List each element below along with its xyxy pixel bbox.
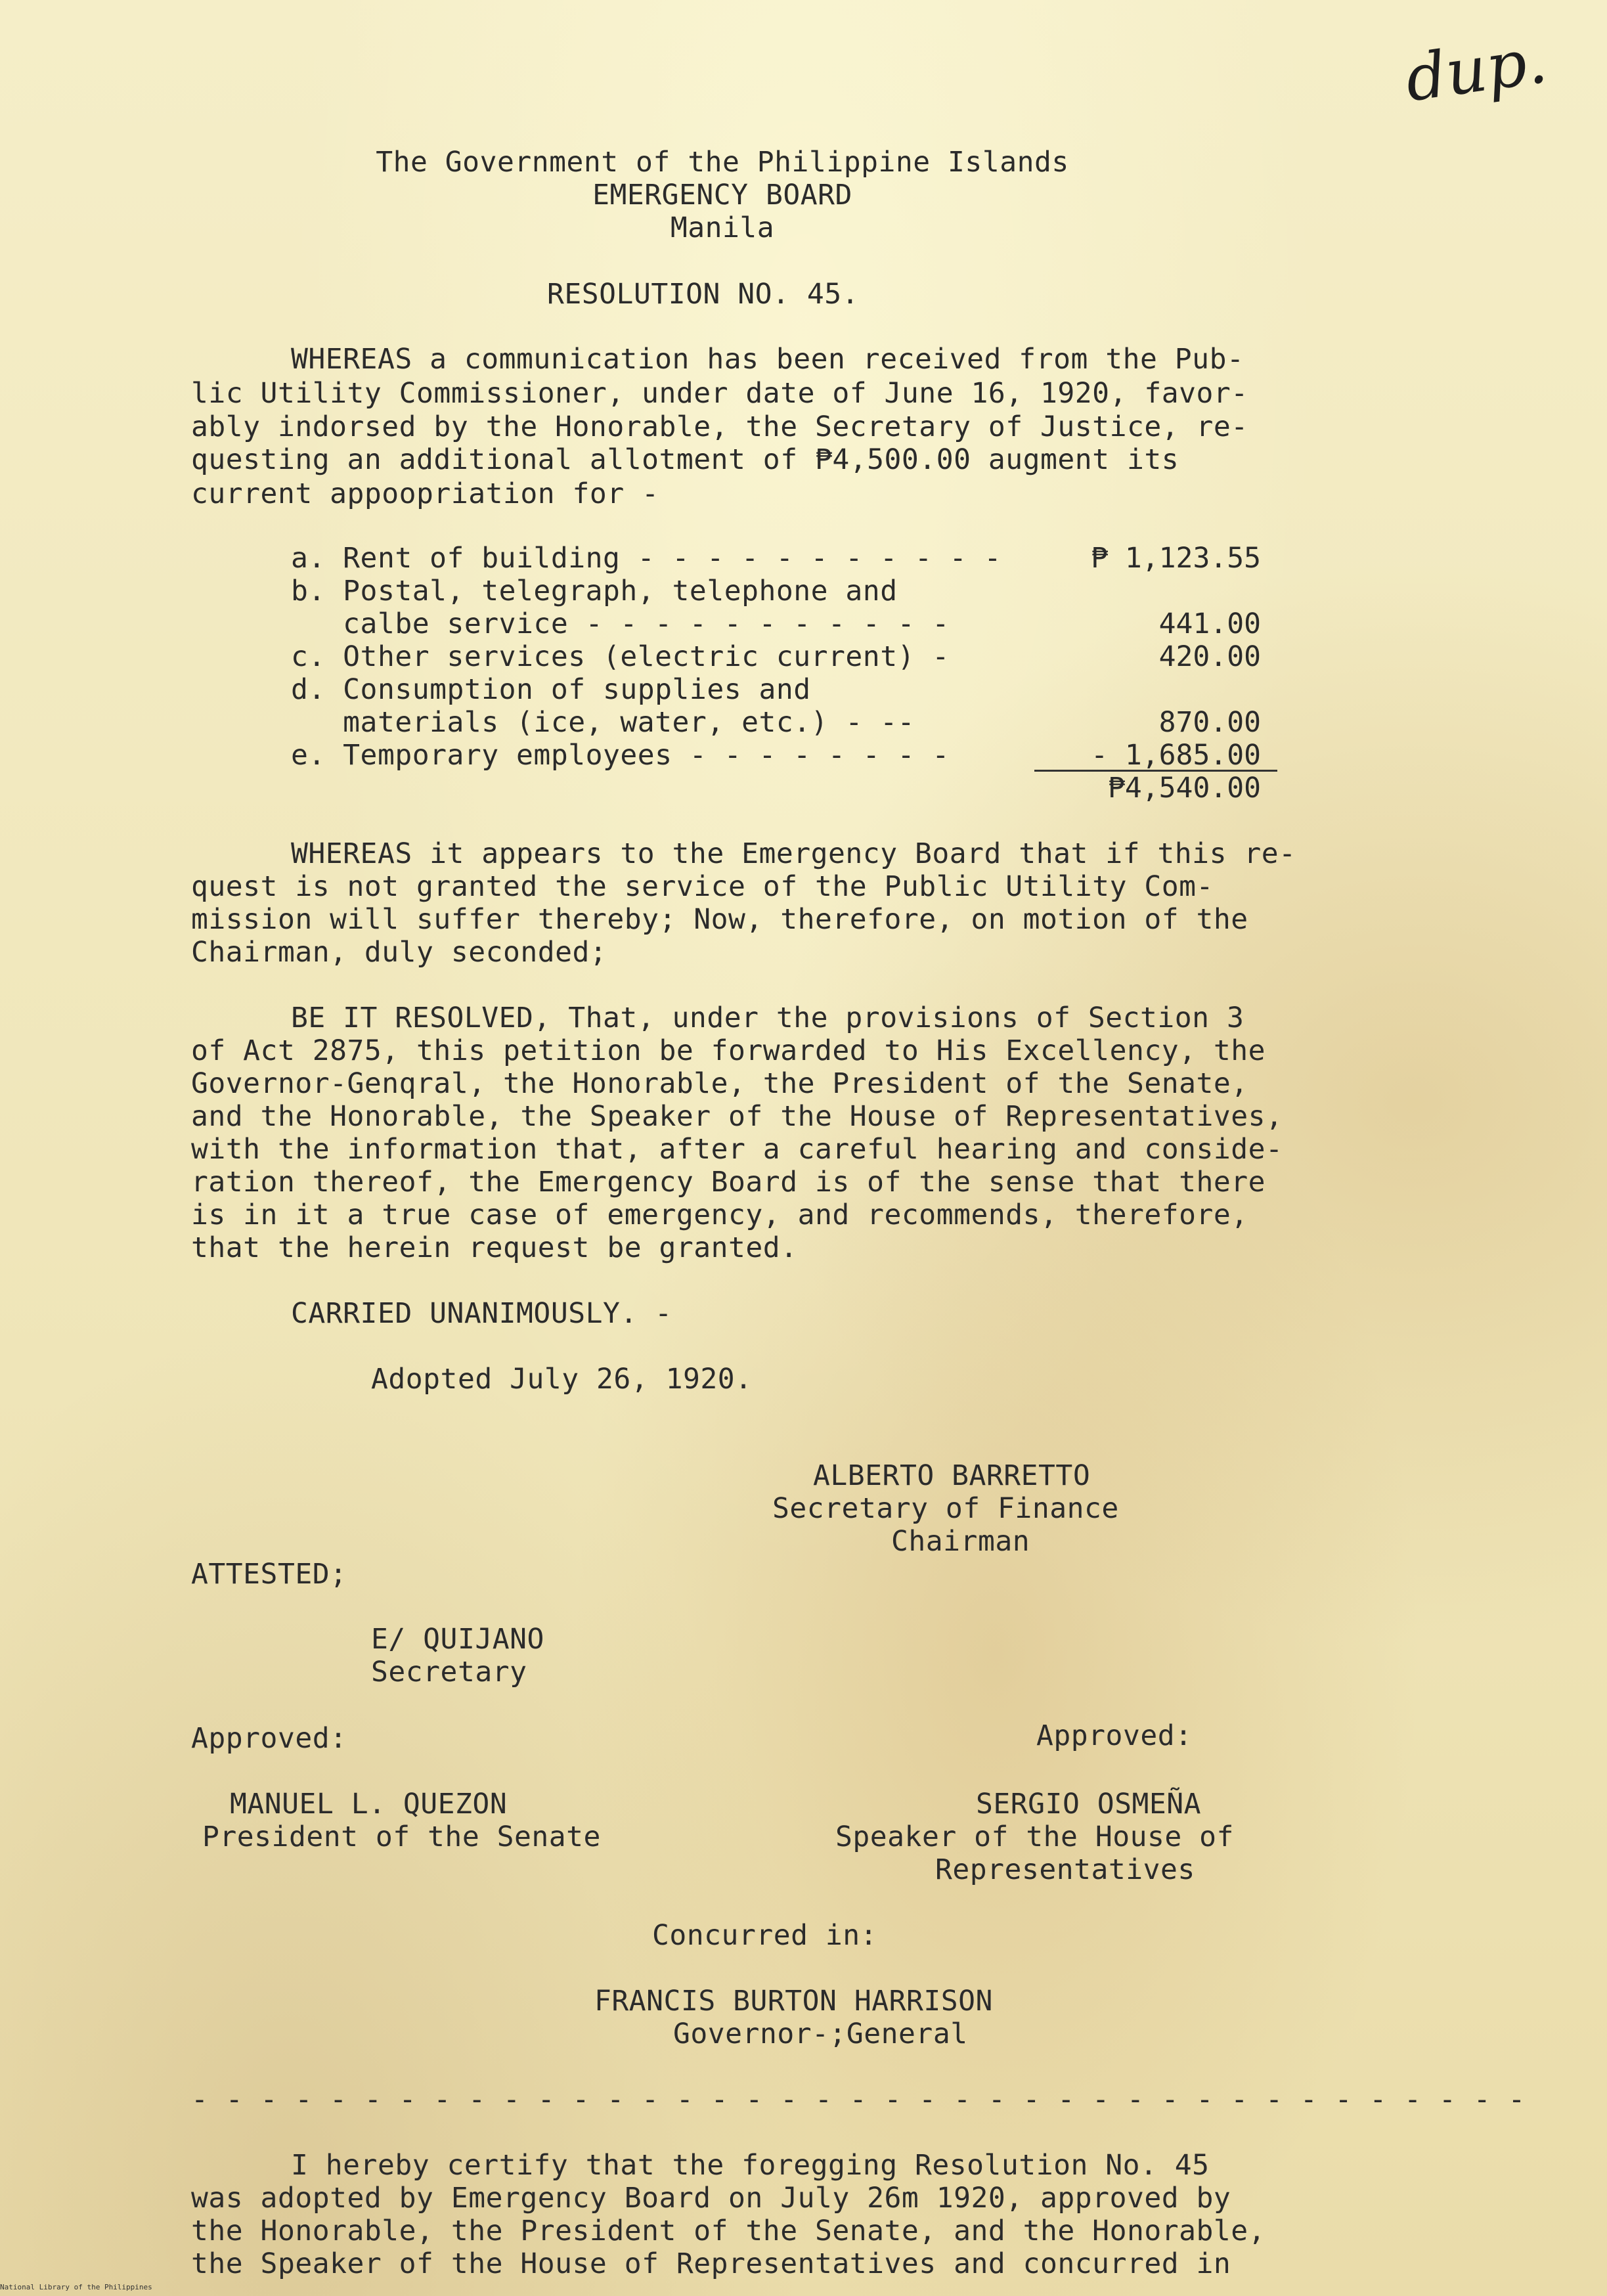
header-board: EMERGENCY BOARD [592,179,852,211]
item-amount: ₱ 1,123.55 [1091,542,1261,575]
para3-line: with the information that, after a careful hearing and conside- [191,1133,1283,1166]
handwritten-note: dup. [1401,23,1551,116]
certify-line: the Speaker of the House of Representatives and concurred in [191,2247,1231,2280]
harrison-name: FRANCIS BURTON HARRISON [594,1985,993,2018]
para2-line: quest is not granted the service of the Public Utility Com- [191,870,1214,903]
item-text: a. Rent of building - - - - - - - - - - - [291,542,1002,575]
para3-line: Governor-Genqral, the Honorable, the President of the Senate, [191,1067,1248,1100]
para1-line: lic Utility Commissioner, under date of June 16, 1920, favor- [191,377,1248,410]
adopted-date: Adopted July 26, 1920. [371,1363,753,1396]
secretary-role: Secretary [371,1656,527,1689]
chairman-name: ALBERTO BARRETTO [813,1459,1091,1492]
para3-line: ration thereof, the Emergency Board is of the sense that there [191,1166,1266,1199]
item-amount: 870.00 [1158,706,1261,739]
archive-footer-strip: National Library of the Philippines [0,2283,152,2291]
attested-label: ATTESTED; [191,1558,347,1591]
concurred-label: Concurred in: [652,1919,878,1952]
total-amount: ₱4,540.00 [1108,772,1261,805]
certify-line: was adopted by Emergency Board on July 26m 1920, approved by [191,2182,1231,2215]
para1-line: questing an additional allotment of ₱4,500.00 augment its [191,443,1179,476]
chairman-title: Secretary of Finance [772,1492,1119,1525]
header-city: Manila [670,211,775,244]
quezon-title: President of the Senate [202,1821,601,1853]
para2-line: mission will suffer thereby; Now, therefore, on motion of the [191,903,1248,936]
para3-line: BE IT RESOLVED, That, under the provisions of Section 3 [291,1002,1244,1034]
secretary-name: E/ QUIJANO [371,1623,544,1656]
carried-unanimously: CARRIED UNANIMOUSLY. - [291,1297,672,1330]
chairman-role: Chairman [891,1525,1030,1558]
item-amount: 420.00 [1158,640,1261,673]
approved-right-label: Approved: [1036,1719,1193,1752]
item-text: b. Postal, telegraph, telephone and [291,575,898,607]
para2-line: Chairman, duly seconded; [191,936,607,969]
item-amount: - 1,685.00 [1091,739,1261,772]
para3-line: of Act 2875, this petition be forwarded to His Excellency, the [191,1034,1266,1067]
item-amount: 441.00 [1158,607,1261,640]
item-text: c. Other services (electric current) - [291,640,950,673]
harrison-title: Governor-;General [673,2018,968,2050]
item-text: materials (ice, water, etc.) - -- [291,706,915,739]
para1-line: ably indorsed by the Honorable, the Secretary of Justice, re- [191,410,1248,443]
para1-line: WHEREAS a communication has been received from the Pub- [291,343,1244,376]
quezon-name: MANUEL L. QUEZON [230,1788,508,1821]
osmena-title-2: Representatives [935,1853,1195,1886]
osmena-title-1: Speaker of the House of [835,1821,1234,1853]
header-government: The Government of the Philippine Islands [376,146,1069,179]
item-text: d. Consumption of supplies and [291,673,811,706]
para3-line: and the Honorable, the Speaker of the House of Representatives, [191,1100,1283,1133]
certify-line: the Honorable, the President of the Senate, and the Honorable, [191,2215,1266,2247]
dashed-divider: - - - - - - - - - - - - - - - - - - - - - - - - - - - - - - - - - - - - - - - [191,2083,1526,2116]
certify-line: I hereby certify that the foregging Resolution No. 45 [291,2149,1210,2182]
para2-line: WHEREAS it appears to the Emergency Board that if this re- [291,837,1296,870]
item-text: calbe service - - - - - - - - - - - [291,607,950,640]
item-text: e. Temporary employees - - - - - - - - [291,739,950,772]
resolution-title: RESOLUTION NO. 45. [547,278,859,311]
para3-line: is in it a true case of emergency, and recommends, therefore, [191,1199,1248,1231]
para1-line: current appoopriation for - [191,477,659,510]
para3-line: that the herein request be granted. [191,1231,798,1264]
approved-left-label: Approved: [191,1722,347,1755]
osmena-name: SERGIO OSMEÑA [976,1788,1202,1821]
